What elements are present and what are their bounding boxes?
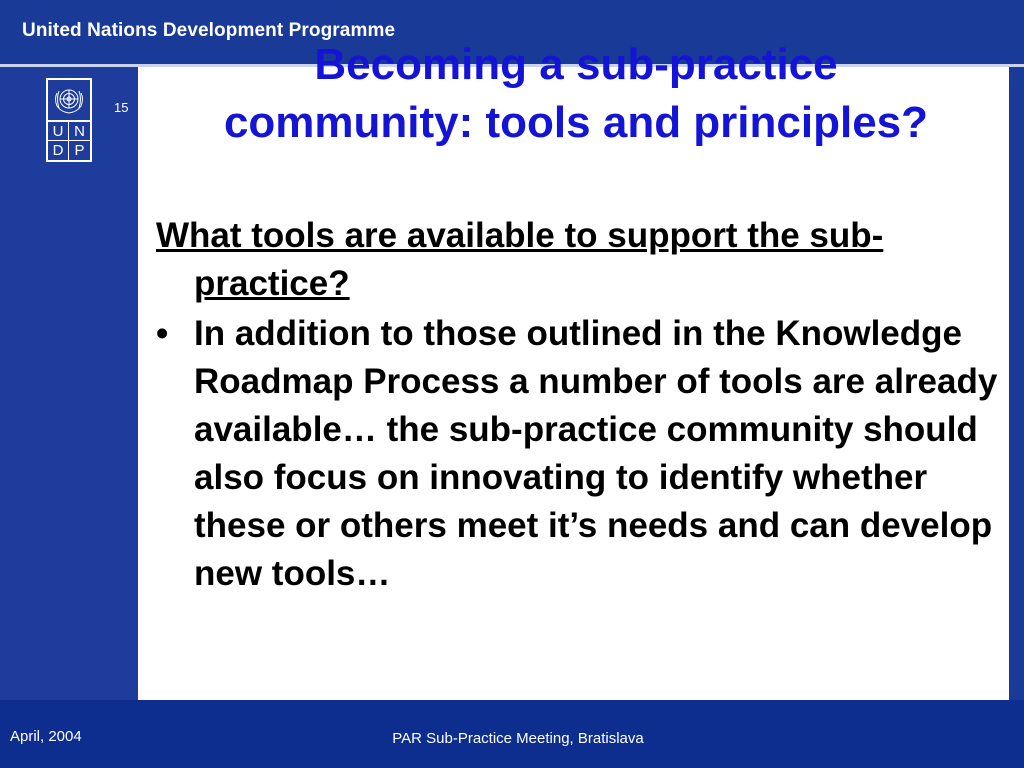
logo-letter: D <box>48 141 69 160</box>
footer-bar <box>0 700 1024 768</box>
slide-body <box>156 212 998 598</box>
logo-letter: U <box>48 122 69 141</box>
bullet-marker: • <box>156 314 169 353</box>
logo-letter: P <box>74 142 85 159</box>
right-border <box>1009 67 1024 700</box>
slide-number: 15 <box>114 100 129 115</box>
footer-meeting: PAR Sub-Practice Meeting, Bratislava <box>392 730 644 747</box>
slide-title: Becoming a sub-practice community: tools and principles? <box>223 40 929 147</box>
bullet-text: In addition to those outlined in the Knowledge Roadmap Process a number of tools are already available… the sub-practice community should also focus on innovating to identify whether these or others meet it’s needs and can develop new tools… <box>194 314 998 593</box>
question-heading: What tools are available to support the sub-practice? <box>156 216 884 303</box>
logo-letter: N <box>69 122 90 141</box>
footer-date: April, 2004 <box>10 728 82 745</box>
undp-letter-grid <box>48 122 90 160</box>
organization-name: United Nations Development Programme <box>22 20 396 41</box>
undp-logo <box>46 78 92 162</box>
bullet-item <box>156 310 998 598</box>
un-emblem-icon <box>48 80 90 122</box>
